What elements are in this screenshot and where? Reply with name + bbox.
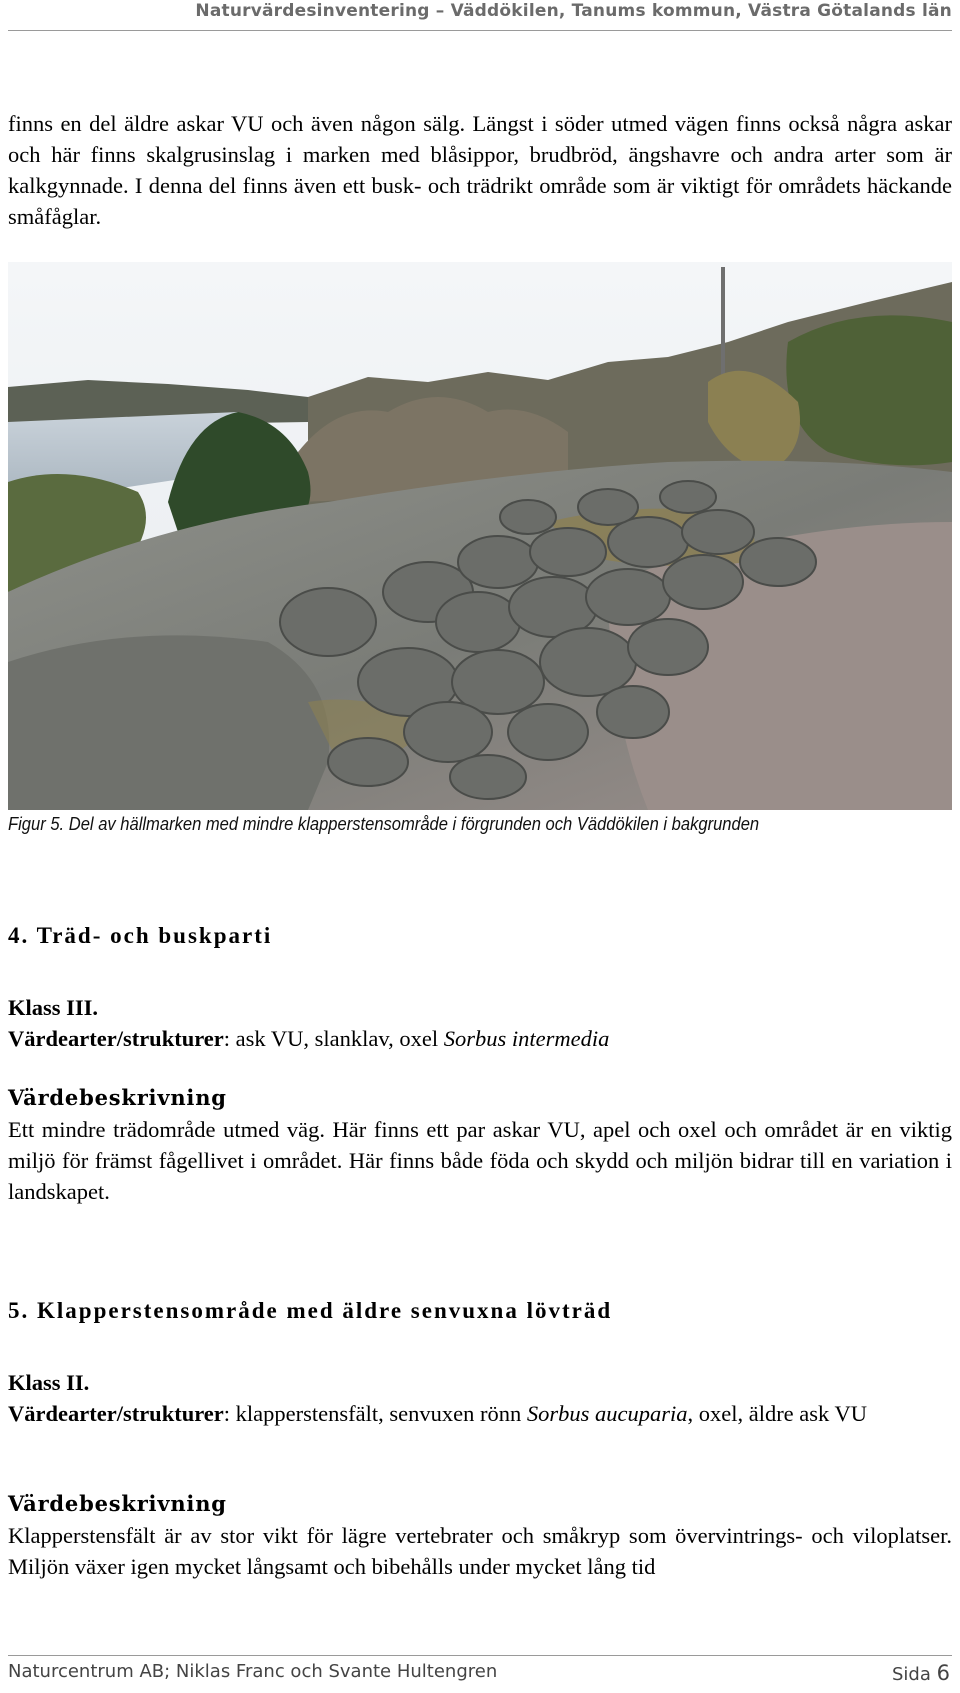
footer-rule: [8, 1655, 952, 1656]
landscape-photo-drawing: [8, 262, 952, 810]
section-4-desc-heading: Värdebeskrivning: [8, 1085, 227, 1110]
section-4-vardearter-sep: :: [223, 1026, 236, 1051]
running-header: Naturvärdesinventering – Väddökilen, Tanums kommun, Västra Götalands län: [195, 1, 952, 21]
section-4-vardearter: [8, 1023, 952, 1054]
section-4-vardearter-label: Värdearter/strukturer: [8, 1026, 224, 1051]
section-4-klass: Klass III.: [8, 995, 99, 1020]
landscape-photo: [8, 262, 952, 810]
section-5-desc-heading: Värdebeskrivning: [8, 1491, 227, 1516]
header-rule: [8, 30, 952, 31]
section-4-heading: 4. Träd- och buskparti: [8, 923, 273, 948]
section-5-heading: 5. Klapperstensområde med äldre senvuxna lövträd: [8, 1298, 613, 1323]
footer-page-label: Sida: [892, 1664, 931, 1685]
footer-authors: Naturcentrum AB; Niklas Franc och Svante Hultengren: [8, 1661, 498, 1682]
section-5-vardearter-tail: , oxel, äldre ask VU: [687, 1401, 868, 1426]
intro-paragraph: finns en del äldre askar VU och även någon sälg. Längst i söder utmed vägen finns också några askar och här finns skalgrusinslag i marken med blåsippor, brudbröd, ängshavre och andra arter som är kalkgynnade. I denna del finns även ett busk- och trädrikt område som är viktigt för områdets häckande småfåglar.: [8, 111, 952, 229]
section-5-vardearter: [8, 1398, 952, 1429]
section-5-klass: Klass II.: [8, 1370, 90, 1395]
section-4-description: Ett mindre trädområde utmed väg. Här finns ett par askar VU, apel och oxel och området är en viktig miljö för främst fågellivet i området. Här finns både föda och skydd och miljön bidrar till en variation i landskapet.: [8, 1117, 952, 1204]
section-4-vardearter-text: ask VU, slanklav, oxel: [235, 1026, 444, 1051]
section-5-vardearter-species: Sorbus aucuparia: [526, 1401, 688, 1426]
figure-caption: Figur 5. Del av hällmarken med mindre klapperstensområde i förgrunden och Väddökilen i bakgrunden: [8, 814, 760, 834]
footer-page-number: 6: [936, 1661, 950, 1685]
section-5-vardearter-label: Värdearter/strukturer: [8, 1401, 224, 1426]
section-4-vardearter-species: Sorbus intermedia: [443, 1026, 610, 1051]
section-5-vardearter-text: klapperstensfält, senvuxen rönn: [235, 1401, 527, 1426]
section-5-vardearter-sep: :: [223, 1401, 236, 1426]
footer-page: [892, 1661, 950, 1685]
section-5-description: Klapperstensfält är av stor vikt för lägre vertebrater och småkryp som övervintrings- och viloplatser. Miljön växer igen mycket långsamt och bibehålls under mycket lång tid: [8, 1523, 952, 1579]
